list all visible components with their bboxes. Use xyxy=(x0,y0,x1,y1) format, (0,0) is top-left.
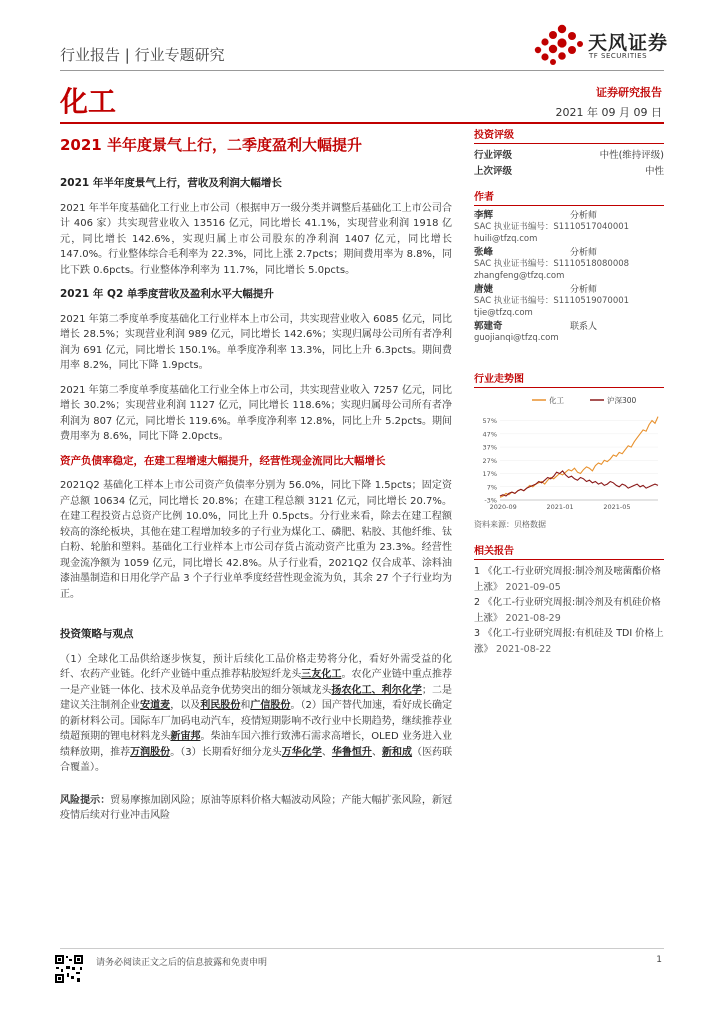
author-email[interactable]: zhangfeng@tfzq.com xyxy=(474,270,565,281)
legend-label: 化工 xyxy=(549,396,564,405)
risk-text: 贸易摩擦加剧风险；原油等原料价格大幅波动风险；产能大幅扩张风险，新冠疫情后续对行业冲击风险 xyxy=(60,794,453,821)
author-entry: 郭建奇 联系人 guojianqi@tfzq.com xyxy=(474,321,664,345)
risk-label: 风险提示： xyxy=(60,794,111,806)
stock-highlight: 万华化学 xyxy=(281,746,322,758)
y-tick-label: 7% xyxy=(486,483,497,492)
strategy-heading: 投资策略与观点 xyxy=(60,628,134,640)
industry-trend-chart xyxy=(474,392,664,514)
related-report[interactable]: 2 《化工-行业研究周报:制冷剂及有机硅价格上涨》 2021-08-29 xyxy=(474,597,661,624)
report-type: 证券研究报告 xyxy=(596,86,662,99)
stock-highlight: 扬农化工、利尔化学 xyxy=(331,684,422,696)
title-divider xyxy=(60,122,664,124)
author-email[interactable]: tjie@tfzq.com xyxy=(474,307,533,318)
trend-section xyxy=(474,370,664,530)
y-tick-label: 37% xyxy=(482,443,497,452)
chart-source: 资料来源：贝格数据 xyxy=(474,520,546,529)
stock-highlight: 新和成 xyxy=(381,746,413,758)
related-report[interactable]: 3 《化工-行业研究周报:有机硅及 TDI 价格上涨》 2021-08-22 xyxy=(474,628,664,655)
qr-code-icon xyxy=(54,954,84,984)
y-tick-label: 57% xyxy=(482,417,497,426)
paragraph-1: 2021 年半年度基础化工行业上市公司（根据申万一级分类并调整后基础化工上市公司合计 406 家）共实现营业收入 13516 亿元，同比增长 41.1%，实现营业利润 1918 亿元，同比增长 142.6%，实现归属上市公司股东的净利润 1407 亿元，同比增长 147.0%。行业整体综合毛利率为 22.3%，同比上涨 2.7pcts；期间费用率为 8.8%，同比下跌 0.6pcts。行业整体净利率为 11.7%，同比增长 5.0pcts。 xyxy=(60,202,452,276)
rating-row: 上次评级 中性 xyxy=(474,166,664,177)
rating-title: 投资评级 xyxy=(474,126,664,144)
authors-section xyxy=(474,188,664,347)
related-section xyxy=(474,542,664,657)
sector-name: 化工 xyxy=(60,85,117,118)
author-entry: 李辉 分析师 SAC 执业证书编号：S1110517040001 huili@tfzq.com xyxy=(474,210,664,245)
strategy-paragraph: （1）全球化工品供给逐步恢复，预计后续化工品价格走势将分化，看好外需受益的化纤、农药产业链。化纤产业链中重点推荐粘胶短纤龙头三友化工。农化产业链中重点推荐一是产业链一体化、技术及单品竞争优势突出的细分领域龙头扬农化工、利尔化学；二是建议关注制剂企业安道麦，以及利民股份和广信股份。（2）国产替代加速，看好成长确定的新材料公司。国际车厂加码电动汽车，疫情短期影响不改行业中长期趋势，继续推荐业绩超预期的锂电材料龙头新宙邦。柴油车国六推行致沸石需求高增长，OLED 业务进入业绩释放期，推荐万润股份。（3）长期看好细分龙头万华化学、华鲁恒升、新和成（医药联合覆盖）。 xyxy=(60,653,453,773)
series-line xyxy=(500,471,658,496)
author-email[interactable]: huili@tfzq.com xyxy=(474,233,538,244)
y-tick-label: 27% xyxy=(482,456,497,465)
stock-highlight: 万润股份 xyxy=(130,746,171,758)
paragraph-3: 2021 年第二季度单季度基础化工行业全体上市公司，共实现营业收入 7257 亿元，同比增长 30.2%；实现营业利润 1127 亿元，同比增长 118.6%；实现归属母公司所有者净利润为 807 亿元，同比增长 119.6%。单季度净利率 12.8%，同比上升 5.2pcts。期间费用率为 8.6%，同比下降 2.0pcts。 xyxy=(60,384,452,442)
y-tick-label: 47% xyxy=(482,430,497,439)
report-title: 2021 半年度景气上行，二季度盈利大幅提升 xyxy=(60,136,362,154)
paragraph-2: 2021 年第二季度单季度基础化工行业样本上市公司，共实现营业收入 6085 亿元，同比增长 28.5%；实现营业利润 989 亿元，同比增长 142.6%；实现归属母公司所有者净利润为 691 亿元，同比增长 150.1%。单季度净利率 13.3%，同比上升 6.3pcts。期间费用率 8.2%，同比下降 1.9pcts。 xyxy=(60,313,452,371)
section-heading-2: 2021 年 Q2 单季度营收及盈利水平大幅提升 xyxy=(60,288,274,300)
author-entry: 张峰 分析师 SAC 执业证书编号：S1110518080008 zhangfeng@tfzq.com xyxy=(474,247,664,282)
related-title: 相关报告 xyxy=(474,542,664,560)
section-heading-3: 资产负债率稳定，在建工程增速大幅提升，经营性现金流同比大幅增长 xyxy=(60,454,386,467)
stock-highlight: 利民股份 xyxy=(200,700,241,711)
author-entry: 唐婕 分析师 SAC 执业证书编号：S1110519070001 tjie@tfzq.com xyxy=(474,284,664,319)
logo-text-cn: 天风证券 xyxy=(588,32,669,54)
legend-label: 沪深300 xyxy=(607,396,637,405)
authors-title: 作者 xyxy=(474,188,664,206)
x-tick-label: 2021-01 xyxy=(546,503,574,511)
stock-highlight: 广信股份 xyxy=(250,700,291,711)
section-heading-1: 2021 年半年度景气上行，营收及利润大幅增长 xyxy=(60,177,282,189)
x-tick-label: 2020-09 xyxy=(489,503,517,511)
page-number: 1 xyxy=(656,955,662,965)
report-category: 行业报告 | 行业专题研究 xyxy=(60,46,225,64)
risk-warning xyxy=(60,793,452,824)
author-email[interactable]: guojianqi@tfzq.com xyxy=(474,333,559,343)
stock-highlight: 华鲁恒升 xyxy=(331,746,372,758)
rating-section xyxy=(474,126,664,180)
stock-highlight: 三友化工 xyxy=(301,669,342,680)
related-report[interactable]: 1 《化工-行业研究周报:制冷剂及嘧菌酯价格上涨》 2021-09-05 xyxy=(474,566,661,593)
header-divider xyxy=(60,70,664,71)
trend-title: 行业走势图 xyxy=(474,370,664,388)
stock-highlight: 新宙邦 xyxy=(170,731,201,742)
rating-row: 行业评级 中性(维持评级) xyxy=(474,150,664,161)
disclaimer: 请务必阅读正文之后的信息披露和免责申明 xyxy=(96,958,268,968)
main-body xyxy=(60,176,452,833)
paragraph-4: 2021Q2 基础化工样本上市公司资产负债率分别为 56.0%，同比下降 1.5pcts；固定资产总额 10634 亿元，同比增长 20.8%；在建工程总额 3121 亿元，同比增长 20.7%。在建工程投资占总资产比例 10.0%，同比上升 0.5pcts。分行业来看，除去在建工程额较高的涤纶板块，其他在建工程增加较多的子行业为煤化工、磷肥、粘胶、其他纤维、钛白粉、轮胎和塑料。基础化工行业样本上市公司存货占流动资产比重为 23.3%。经营性现金流净额为 1059 亿元，同比增长 42.8%。从子行业看，2021Q2 仅合成革、涂料油漆油墨制造和日用化学产品 3 个子行业单季度经营性现金流为负，其余 27 个子行业均为正。 xyxy=(60,480,452,600)
y-tick-label: 17% xyxy=(482,470,497,479)
footer-divider xyxy=(60,948,664,949)
x-tick-label: 2021-05 xyxy=(603,503,631,511)
report-date: 2021 年 09 月 09 日 xyxy=(555,106,662,119)
logo-text-en: TF SECURITIES xyxy=(589,52,648,60)
y-tick-label: -3% xyxy=(484,496,497,505)
stock-highlight: 安道麦 xyxy=(140,700,171,711)
